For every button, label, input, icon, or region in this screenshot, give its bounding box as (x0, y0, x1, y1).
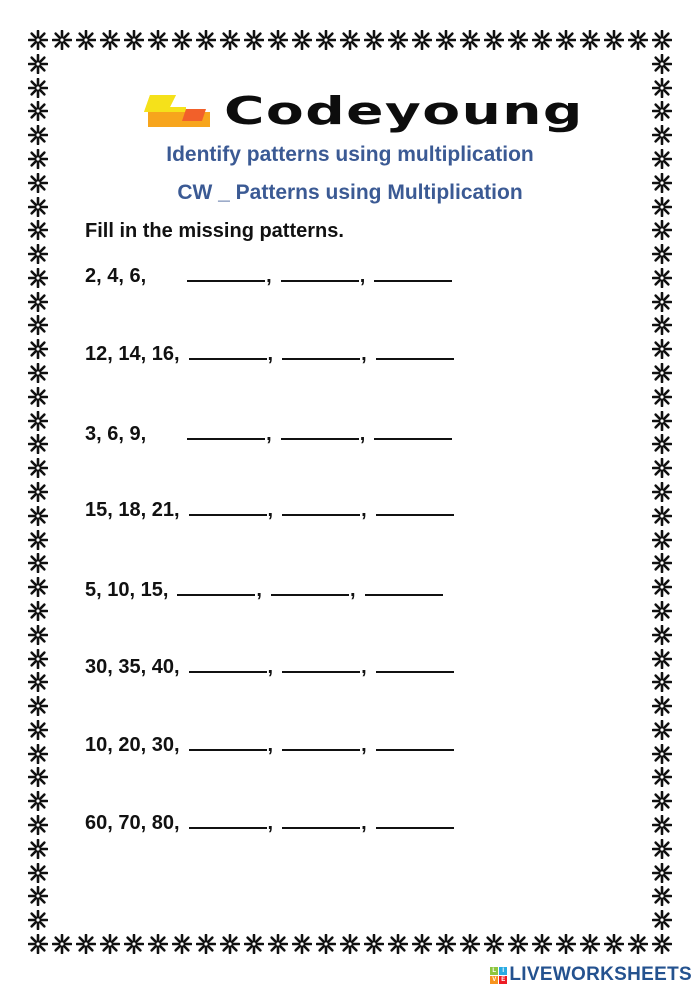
star-icon (124, 934, 144, 954)
star-icon (436, 30, 456, 50)
star-icon (76, 934, 96, 954)
star-icon (412, 934, 432, 954)
star-icon (220, 934, 240, 954)
star-icon (28, 791, 48, 811)
answer-blank[interactable] (376, 340, 454, 360)
star-icon (28, 744, 48, 764)
star-icon (628, 30, 648, 50)
answer-blank[interactable] (374, 262, 452, 282)
comma-separator: , (267, 499, 274, 521)
star-icon (388, 934, 408, 954)
star-icon (556, 934, 576, 954)
answer-blank[interactable] (282, 731, 360, 751)
answer-blank[interactable] (281, 420, 359, 440)
star-icon (52, 934, 72, 954)
liveworksheets-brand (490, 964, 692, 986)
answer-blank[interactable] (271, 576, 349, 596)
star-icon (652, 363, 672, 383)
star-icon (28, 339, 48, 359)
answer-blank[interactable] (189, 731, 267, 751)
star-icon (484, 30, 504, 50)
star-icon (556, 30, 576, 50)
star-icon (652, 339, 672, 359)
star-icon (28, 530, 48, 550)
star-icon (220, 30, 240, 50)
star-icon (28, 720, 48, 740)
star-icon (244, 30, 264, 50)
star-icon (28, 54, 48, 74)
star-icon (28, 839, 48, 859)
star-icon (28, 601, 48, 621)
star-icon (652, 506, 672, 526)
star-icon (652, 886, 672, 906)
comma-separator: , (267, 656, 274, 678)
star-icon (532, 934, 552, 954)
star-icon (76, 30, 96, 50)
star-icon (652, 863, 672, 883)
star-icon (244, 934, 264, 954)
star-icon (292, 934, 312, 954)
answer-blank[interactable] (177, 576, 255, 596)
sequence-text: 15, 18, 21, (85, 499, 180, 521)
star-icon (28, 244, 48, 264)
comma-separator: , (266, 423, 272, 445)
star-icon (580, 934, 600, 954)
comma-separator: , (361, 734, 367, 756)
answer-blank[interactable] (189, 340, 267, 360)
liveworksheets-icon-tile: I (499, 967, 507, 975)
sequence-text: 3, 6, 9, (85, 423, 147, 445)
star-icon (28, 482, 48, 502)
star-icon (460, 30, 480, 50)
exercise-row (85, 340, 455, 366)
star-icon (652, 601, 672, 621)
instruction-text: Fill in the missing patterns. (85, 220, 344, 242)
answer-blank[interactable] (189, 496, 267, 516)
star-icon (652, 411, 672, 431)
star-icon (652, 482, 672, 502)
comma-separator: , (361, 656, 367, 678)
star-icon (28, 315, 48, 335)
star-icon (172, 30, 192, 50)
star-icon (652, 910, 672, 930)
star-icon (268, 30, 288, 50)
star-icon (652, 292, 672, 312)
exercise-row (85, 262, 453, 288)
liveworksheets-icon-tile: E (501, 976, 506, 983)
star-icon (196, 30, 216, 50)
answer-blank[interactable] (189, 653, 267, 673)
star-icon (652, 78, 672, 98)
star-icon (436, 934, 456, 954)
sequence-text: 60, 70, 80, (85, 812, 180, 834)
sequence-text: 10, 20, 30, (85, 734, 180, 756)
star-icon (100, 30, 120, 50)
star-icon (652, 315, 672, 335)
star-icon (340, 30, 360, 50)
star-icon (484, 934, 504, 954)
star-icon (28, 30, 48, 50)
answer-blank[interactable] (282, 496, 360, 516)
star-icon (580, 30, 600, 50)
star-icon (652, 101, 672, 121)
exercise-row (85, 731, 455, 757)
comma-separator: , (256, 579, 262, 601)
star-icon (652, 387, 672, 407)
star-icon (28, 767, 48, 787)
answer-blank[interactable] (374, 420, 452, 440)
star-icon (52, 30, 72, 50)
answer-blank[interactable] (282, 653, 360, 673)
comma-separator: , (267, 343, 274, 365)
star-icon (28, 434, 48, 454)
star-icon (532, 30, 552, 50)
comma-separator: , (267, 734, 274, 756)
star-icon (652, 54, 672, 74)
star-icon (124, 30, 144, 50)
exercise-row (85, 576, 444, 602)
star-icon (28, 886, 48, 906)
star-icon (148, 934, 168, 954)
star-icon (652, 553, 672, 573)
answer-blank[interactable] (282, 809, 360, 829)
star-icon (652, 767, 672, 787)
star-icon (28, 220, 48, 240)
star-icon (652, 744, 672, 764)
codeyoung-logo (140, 89, 584, 133)
star-icon (652, 791, 672, 811)
star-icon (508, 30, 528, 50)
star-icon (652, 815, 672, 835)
star-icon (196, 934, 216, 954)
comma-separator: , (267, 812, 274, 834)
liveworksheets-text: LIVEWORKSHEETS (509, 964, 692, 985)
star-icon (388, 30, 408, 50)
sequence-text: 2, 4, 6, (85, 265, 147, 287)
exercise-row (85, 809, 455, 835)
star-icon (604, 934, 624, 954)
star-icon (28, 863, 48, 883)
star-icon (364, 30, 384, 50)
star-icon (28, 292, 48, 312)
star-icon (28, 625, 48, 645)
liveworksheets-logo-icon (490, 967, 507, 984)
sequence-text: 30, 35, 40, (85, 656, 180, 678)
comma-separator: , (266, 265, 272, 287)
star-icon (652, 672, 672, 692)
comma-separator: , (359, 265, 366, 287)
comma-separator: , (359, 423, 366, 445)
answer-blank[interactable] (376, 809, 454, 829)
answer-blank[interactable] (376, 653, 454, 673)
star-icon (292, 30, 312, 50)
worksheet-subtitle: Identify patterns using multiplication (166, 143, 534, 166)
star-icon (340, 934, 360, 954)
codeyoung-logo-mark-icon (140, 95, 210, 127)
star-icon (652, 530, 672, 550)
star-icon (652, 839, 672, 859)
star-icon (412, 30, 432, 50)
star-icon (28, 553, 48, 573)
star-icon (628, 934, 648, 954)
star-icon (316, 934, 336, 954)
answer-blank[interactable] (376, 496, 454, 516)
star-icon (652, 220, 672, 240)
star-icon (28, 910, 48, 930)
answer-blank[interactable] (282, 340, 360, 360)
star-icon (364, 934, 384, 954)
comma-separator: , (361, 812, 367, 834)
comma-separator: , (349, 579, 356, 601)
comma-separator: , (361, 343, 367, 365)
answer-blank[interactable] (189, 809, 267, 829)
exercise-row (85, 496, 455, 522)
star-icon (28, 458, 48, 478)
star-icon (28, 696, 48, 716)
star-icon (652, 625, 672, 645)
sequence-text: 5, 10, 15, (85, 579, 169, 601)
star-icon (28, 934, 48, 954)
star-icon (148, 30, 168, 50)
star-icon (652, 649, 672, 669)
star-icon (28, 577, 48, 597)
exercise-row (85, 420, 453, 446)
star-icon (28, 506, 48, 526)
star-icon (28, 672, 48, 692)
codeyoung-logo-text: Codeyoung (224, 89, 584, 133)
star-icon (268, 934, 288, 954)
star-icon (652, 577, 672, 597)
star-icon (652, 458, 672, 478)
star-icon (652, 696, 672, 716)
star-icon (316, 30, 336, 50)
star-icon (28, 101, 48, 121)
star-icon (172, 934, 192, 954)
star-icon (100, 934, 120, 954)
star-icon (28, 411, 48, 431)
star-icon (460, 934, 480, 954)
star-icon (652, 244, 672, 264)
star-icon (652, 434, 672, 454)
answer-blank[interactable] (376, 731, 454, 751)
liveworksheets-icon-tile: V (492, 976, 497, 983)
worksheet-heading: CW _ Patterns using Multiplication (177, 181, 523, 204)
star-icon (652, 30, 672, 50)
answer-blank[interactable] (365, 576, 443, 596)
star-icon (28, 78, 48, 98)
sequence-text: 12, 14, 16, (85, 343, 180, 365)
star-icon (28, 649, 48, 669)
comma-separator: , (361, 499, 367, 521)
star-icon (28, 815, 48, 835)
star-icon (28, 363, 48, 383)
star-icon (508, 934, 528, 954)
star-icon (28, 268, 48, 288)
answer-blank[interactable] (187, 420, 265, 440)
star-icon (28, 387, 48, 407)
liveworksheets-icon-tile: L (490, 967, 498, 975)
exercise-row (85, 653, 455, 679)
answer-blank[interactable] (281, 262, 359, 282)
star-icon (604, 30, 624, 50)
star-icon (652, 268, 672, 288)
star-icon (652, 720, 672, 740)
answer-blank[interactable] (187, 262, 265, 282)
star-icon (652, 934, 672, 954)
